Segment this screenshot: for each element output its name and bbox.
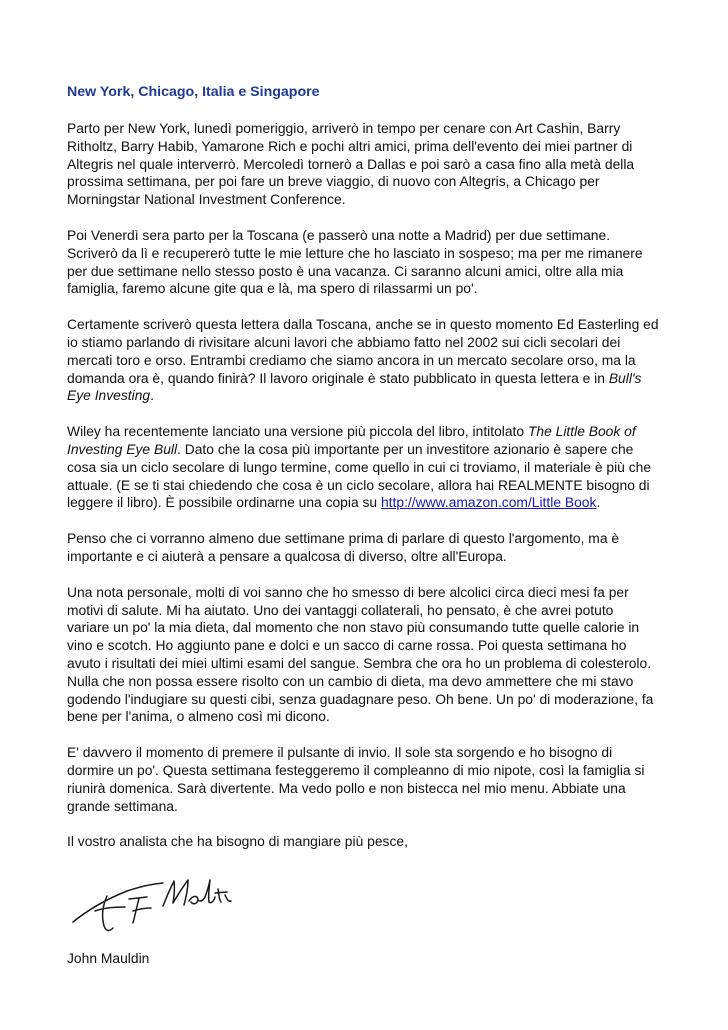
letter-title: New York, Chicago, Italia e Singapore (67, 84, 320, 100)
paragraph-travel-plans: Parto per New York, lunedì pomeriggio, arriverò in tempo per cenare con Art Cashin, Barry Ritholtz, Barry Habib, Yamarone Rich e pochi altri amici, prima dell'evento dei miei partner di Altegris nel quale interverrò. Mercoledì tornerò a Dallas e poi sarò a casa fino alla metà della prossima settimana, per poi fare un breve viaggio, di nuovo con Altegris, a Chicago per Morningstar National Investment Conference. (67, 120, 635, 208)
book-title: Bull's Eye Investing (67, 369, 642, 404)
paragraph-personal-note: Una nota personale, molti di voi sanno che ho smesso di bere alcolici circa dieci mesi fa per motivi di salute. Mi ha aiutato. Uno dei vantaggi collaterali, ho pensato, è che avrei potuto variare un po' la mia dieta, dal momento che non stavo più consumando tutte quelle calorie in vino e scotch. Ho aggiunto pane e dolci e un sacco di carne rossa. Poi questa settimana ho avuto i risultati dei miei ultimi esami del sangue. Sembra che ora ho un problema di colesterolo. Nulla che non possa essere risolto con un cambio di dieta, ma devo ammettere che mi stavo godendo l'indugiare su questi cibi, senza guadagnare peso. Oh bene. Un po' di moderazione, fa bene per l'anima, o almeno così mi dicono. (67, 583, 654, 725)
letter (67, 83, 659, 967)
paragraph-end: . (596, 494, 601, 511)
paragraph-tuscany: Poi Venerdì sera parto per la Toscana (e passerò una notte a Madrid) per due settimane. Scriverò da lì e recupererò tutte le mie letture che ho lasciato in sospeso; ma per me rimanere per due settimane nello stesso posto è una vacanza. Ci saranno alcuni amici, oltre alla mia famiglia, faremo alcune gite qua e là, ma spero di rilassarmi un po'. (67, 226, 643, 297)
author-name: John Mauldin (67, 950, 150, 967)
paragraph-text: . Dato che la cosa più importante per un investitore azionario è sapere che cosa sia un ciclo secolare di lungo termine, come quello in cui ci troviamo, il materiale è più che attuale. (E se ti stai chiedendo che cosa è un ciclo secolare, allora hai REALMENTE bisogno di leggere il libro). È possibile ordinarne una copia su (67, 440, 652, 511)
paragraph-send: E' davvero il momento di premere il pulsante di invio. Il sole sta sorgendo e ho bisogno di dormire un po'. Questa settimana festeggeremo il compleanno di mio nipote, così la famiglia si riunirà domenica. Sarà divertente. Ma vedo pollo e non bistecca nel mio menu. Abbiate una grande settimana. (67, 744, 645, 814)
handwritten-signature (67, 871, 242, 933)
paragraph-little-book (67, 423, 659, 512)
book-title: The Little Book of Investing Eye Bull (67, 423, 636, 457)
paragraph-europe: Penso che ci vorranno almeno due settimane prima di parlare di questo l'argomento, ma è importante e ci aiuterà a pensare a qualcosa di diverso, oltre all'Europa. (67, 530, 620, 564)
paragraph-secular-cycles (67, 316, 659, 405)
paragraph-text: Wiley ha recentemente lanciato una versione più piccola del libro, intitolato (67, 423, 528, 440)
paragraph-text: Certamente scriverò questa lettera dalla Toscana, anche se in questo momento Ed Easterling ed io stiamo parlando di rivisitare alcuni lavori che abbiamo fatto nel 2002 sui cicli secolari dei mercati toro e orso. Entrambi crediamo che siamo ancora in un mercato secolare orso, ma la domanda ora è, quando finirà? Il lavoro originale è stato pubblicato in questa lettera e in (67, 316, 659, 386)
closing-line: Il vostro analista che ha bisogno di mangiare più pesce, (67, 833, 408, 850)
amazon-link[interactable]: http://www.amazon.com/Little Book (380, 494, 597, 511)
paragraph-end: . (150, 387, 154, 404)
